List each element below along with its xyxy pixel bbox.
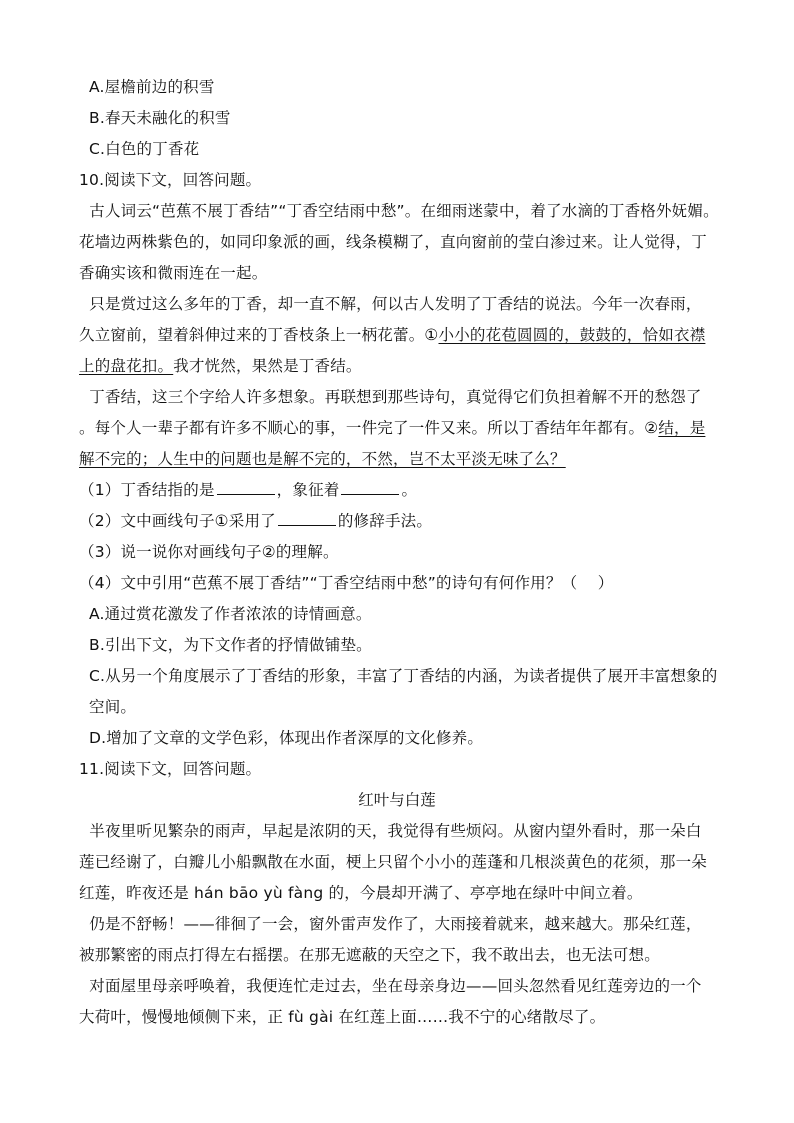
answer-blank-2[interactable] bbox=[341, 480, 399, 495]
sub2-label: （2）文中画线句子①采用了 bbox=[79, 512, 276, 530]
q11-p3-line1: 对面屋里母亲呼唤着，我便连忙走过去，坐在母亲身边——回头忽然看见红莲旁边的一个 bbox=[79, 977, 702, 995]
q10-sub2 bbox=[79, 511, 432, 531]
sub1-end: 。 bbox=[401, 481, 418, 499]
q10-p1-line1: 古人词云“芭蕉不展丁香结”“丁香空结雨中愁”。在细雨迷蒙中，着了水滴的丁香格外妩媚。 bbox=[79, 202, 719, 220]
sub1-label: （1）丁香结指的是 bbox=[79, 481, 215, 499]
underlined-sentence-2: 结，是 bbox=[658, 419, 706, 437]
sub2-end: 的修辞手法。 bbox=[337, 512, 433, 530]
q11-title: 红叶与白莲 bbox=[358, 791, 436, 809]
answer-blank-3[interactable] bbox=[278, 511, 336, 526]
q10-option-c-line2: 空间。 bbox=[89, 698, 137, 716]
q11-p2-line2: 被那繁密的雨点打得左右摇摆。在那无遮蔽的天空之下，我不敢出去，也无法可想。 bbox=[79, 946, 660, 964]
q10-p3-line1: 丁香结，这三个字给人许多想象。再联想到那些诗句，真觉得它们负担着解不开的愁怨了 bbox=[79, 388, 702, 406]
option-b-top: B.春天未融化的积雪 bbox=[89, 109, 231, 127]
q10-sub4: （4）文中引用“芭蕉不展丁香结”“丁香空结雨中愁”的诗句有何作用？（ ） bbox=[79, 574, 614, 592]
q11-p1-line3: 红莲，昨夜还是 hán bāo yù fàng 的，今晨却开满了、亭亭地在绿叶中间立着。 bbox=[79, 884, 643, 902]
q10-p2-line2 bbox=[79, 325, 705, 345]
q10-p2-text-end: 我才恍然，果然是丁香结。 bbox=[173, 357, 362, 375]
option-c-top: C.白色的丁香花 bbox=[89, 140, 200, 158]
answer-blank-1[interactable] bbox=[217, 480, 275, 495]
q10-p2-text: 久立窗前，望着斜伸过来的丁香枝条上一柄花蕾。① bbox=[79, 326, 439, 344]
q10-p2-line3 bbox=[79, 356, 362, 376]
q10-p1-line3: 香确实该和微雨连在一起。 bbox=[79, 264, 268, 282]
q11-heading: 11.阅读下文，回答问题。 bbox=[79, 760, 262, 778]
q10-p1-line2: 花墙边两株紫色的，如同印象派的画，线条模糊了，直向窗前的莹白渗过来。让人觉得，丁 bbox=[79, 233, 708, 251]
q10-option-a: A.通过赏花激发了作者浓浓的诗情画意。 bbox=[89, 605, 372, 623]
q11-p3-line2: 大荷叶，慢慢地倾侧下来，正 fù gài 在红莲上面……我不宁的心绪散尽了。 bbox=[79, 1008, 606, 1026]
q10-p2-line1: 只是赏过这么多年的丁香，却一直不解，何以古人发明了丁香结的说法。今年一次春雨， bbox=[79, 295, 702, 313]
q10-heading: 10.阅读下文，回答问题。 bbox=[79, 171, 262, 189]
q10-sub3: （3）说一说你对画线句子②的理解。 bbox=[79, 543, 339, 561]
q11-p2-line1: 仍是不舒畅！——徘徊了一会，窗外雷声发作了，大雨接着就来，越来越大。那朵红莲， bbox=[79, 915, 702, 933]
q10-sub1 bbox=[79, 480, 417, 500]
option-a-top: A.屋檐前边的积雪 bbox=[89, 78, 215, 96]
sub1-mid: ，象征着 bbox=[276, 481, 340, 499]
q10-option-c-line1: C.从另一个角度展示了丁香结的形象，丰富了丁香结的内涵，为读者提供了展开丰富想象的 bbox=[89, 667, 718, 685]
q10-option-b: B.引出下文，为下文作者的抒情做铺垫。 bbox=[89, 636, 372, 654]
q10-p3-line2 bbox=[79, 418, 705, 438]
underlined-sentence-2-end: 解不完的；人生中的问题也是解不完的，不然，岂不太平淡无味了么？ bbox=[79, 450, 566, 468]
underlined-sentence-1: 小小的花苞圆圆的，鼓鼓的，恰如衣襟 bbox=[438, 326, 706, 344]
underlined-sentence-1-end: 上的盘花扣。 bbox=[79, 357, 174, 375]
q11-p1-line1: 半夜里听见繁杂的雨声，早起是浓阴的天，我觉得有些烦闷。从窗内望外看时，那一朵白 bbox=[79, 822, 702, 840]
q11-p1-line2: 莲已经谢了，白瓣儿小船飘散在水面，梗上只留个小小的莲蓬和几根淡黄色的花须，那一朵 bbox=[79, 853, 708, 871]
q10-p3-text: 。每个人一辈子都有许多不顺心的事，一件完了一件又来。所以丁香结年年都有。② bbox=[79, 419, 659, 437]
q10-p3-line3 bbox=[79, 449, 566, 469]
q10-option-d: D.增加了文章的文学色彩，体现出作者深厚的文化修养。 bbox=[89, 729, 484, 747]
